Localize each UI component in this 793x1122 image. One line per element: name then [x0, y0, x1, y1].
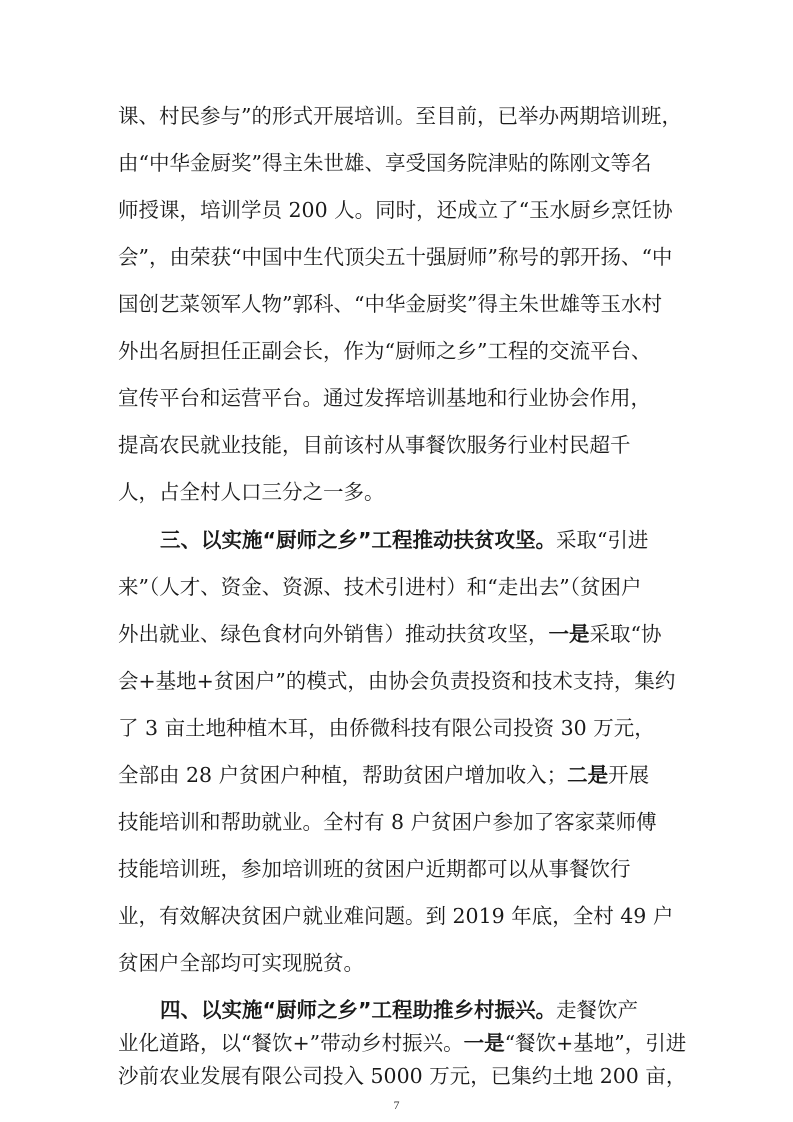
page-number: 7	[393, 1098, 400, 1112]
text-line: 技能培训和帮助就业。全村有 8 户贫困户参加了客家菜师傅	[118, 810, 657, 834]
text-line: 外出名厨担任正副会长，作为“厨师之乡”工程的交流平台、	[118, 339, 652, 363]
text-line: 课、村民参与”的形式开展培训。至目前，已举办两期培训班，	[118, 104, 682, 128]
section-4-heading: 四、以实施“厨师之乡”工程助推乡村振兴。	[160, 998, 556, 1022]
section-4-first-line	[160, 996, 676, 1024]
text-line: 国创艺菜领军人物”郭科、“中华金厨奖”得主朱世雄等玉水村	[118, 292, 662, 316]
text-span: 全部由 28 户贫困户种植，帮助贫困户增加收入；	[118, 763, 568, 787]
text-line: 贫困户全部均可实现脱贫。	[118, 951, 364, 975]
text-line: 宣传平台和运营平台。通过发挥培训基地和行业协会作用，	[118, 386, 651, 410]
text-line: 技能培训班，参加培训班的贫困户近期都可以从事餐饮行	[118, 857, 631, 881]
text-span: 开展	[608, 763, 650, 787]
bold-marker: 一是	[463, 1031, 505, 1055]
text-span: 采取“协	[589, 622, 662, 646]
text-line	[118, 761, 676, 789]
text-span: 业化道路，以“餐饮+”带动乡村振兴。	[118, 1031, 464, 1055]
text-line: 来”（人才、资金、资源、技术引进村）和“走出去”（贫困户	[118, 575, 642, 599]
text-span: 走餐饮产	[555, 998, 638, 1022]
text-line: 会+基地+贫困户”的模式，由协会负责投资和技术支持，集约	[118, 669, 676, 693]
text-line: 提高农民就业技能，目前该村从事餐饮服务行业村民超千	[118, 433, 631, 457]
text-span: “餐饮+基地”，引进	[504, 1031, 687, 1055]
text-line	[118, 1029, 687, 1057]
bold-marker: 二是	[567, 763, 609, 787]
text-line: 业，有效解决贫困户就业难问题。到 2019 年底，全村 49 户	[118, 904, 674, 928]
text-line: 由“中华金厨奖”得主朱世雄、享受国务院津贴的陈刚文等名	[118, 151, 652, 175]
text-line: 会”，由荣获“中国中生代顶尖五十强厨师”称号的郭开扬、“中	[118, 245, 673, 269]
text-line: 师授课，培训学员 200 人。同时，还成立了“玉水厨乡烹饪协	[118, 198, 673, 222]
bold-marker: 一是	[548, 622, 590, 646]
text-line: 了 3 亩土地种植木耳，由侨微科技有限公司投资 30 万元，	[118, 716, 655, 740]
text-span: 采取“引进	[555, 528, 649, 552]
text-line: 人，占全村人口三分之一多。	[118, 480, 385, 504]
text-line	[118, 620, 676, 648]
text-span: 外出就业、绿色食材向外销售）推动扶贫攻坚，	[118, 622, 549, 646]
section-3-first-line	[160, 526, 676, 554]
text-line: 沙前农业发展有限公司投入 5000 万元，已集约土地 200 亩，	[118, 1064, 687, 1088]
section-3-heading: 三、以实施“厨师之乡”工程推动扶贫攻坚。	[160, 528, 556, 552]
